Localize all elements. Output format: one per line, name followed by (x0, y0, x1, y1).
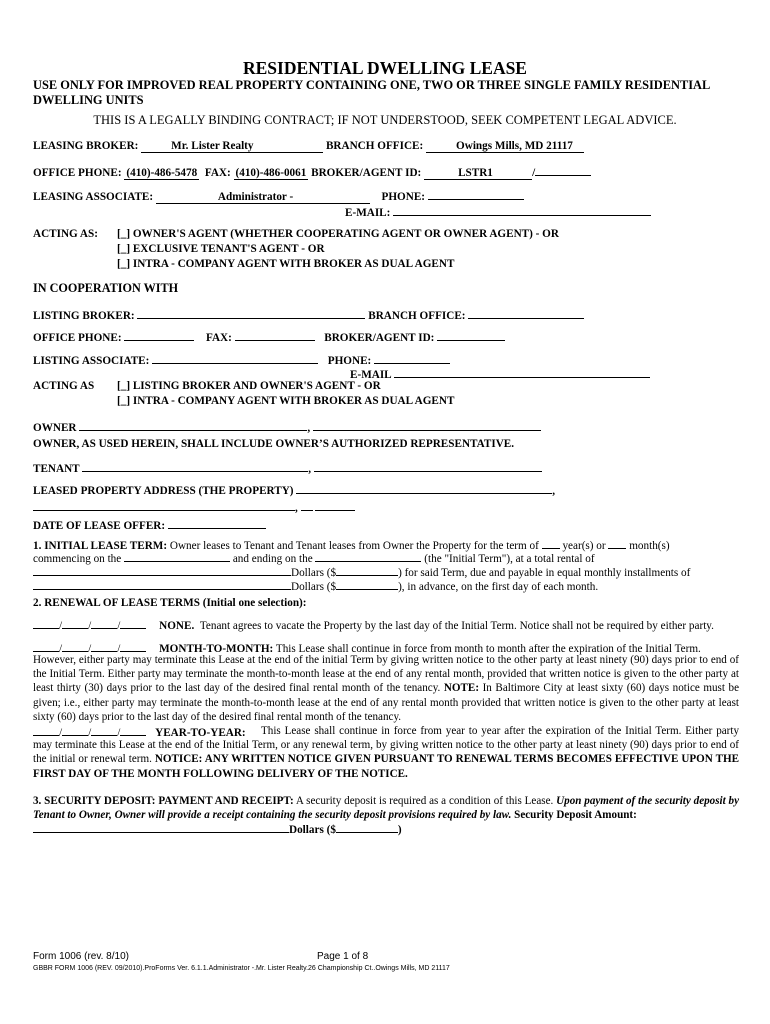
monthly-rental-amount-field[interactable] (336, 578, 398, 590)
listing-broker-row (33, 307, 584, 323)
lease-offer-date-row (33, 517, 266, 533)
listing-associate-field[interactable] (152, 352, 318, 364)
lease-offer-date-field[interactable] (168, 517, 266, 529)
fax-value: (410)-486-0061 (235, 167, 307, 179)
footer-form-number: Form 1006 (rev. 8/10) (33, 951, 129, 962)
monthly-rental-words-field[interactable] (33, 578, 291, 590)
listing-broker-id-field[interactable] (437, 329, 505, 341)
property-field-3[interactable] (301, 499, 313, 511)
leasing-associate-value: Administrator - (217, 191, 294, 203)
commencing-date-field[interactable] (124, 550, 230, 562)
subtitle-line-2: DWELLING UNITS (33, 93, 144, 107)
tenant-field-2[interactable] (314, 460, 542, 472)
fax-field[interactable] (234, 167, 309, 180)
broker-id-label: BROKER/AGENT ID: (311, 167, 422, 179)
subtitle-line-1: USE ONLY FOR IMPROVED REAL PROPERTY CONTAINING ONE, TWO OR THREE SINGLE FAMILY RESIDENTIAL (33, 78, 711, 92)
tenant-field-1[interactable] (82, 460, 308, 472)
m2m-initial-4[interactable] (120, 640, 146, 652)
slash: / (59, 643, 63, 655)
acting-option-tenants-agent[interactable]: [_] EXCLUSIVE TENANT'S AGENT - OR (117, 243, 325, 255)
leasing-email-field[interactable] (393, 204, 651, 216)
owner-label: OWNER (33, 422, 77, 434)
listing-email-row (350, 366, 650, 382)
m2m-initial-1[interactable] (33, 640, 59, 652)
listing-option-dual-agent[interactable]: [_] INTRA - COMPANY AGENT WITH BROKER AS DUAL AGENT (117, 395, 455, 407)
monthly-rental-dollars-label: Dollars ($ (291, 581, 337, 593)
total-rental-tail: ) for said Term, due and payable in equal monthly installments of (398, 567, 691, 579)
branch-office-field[interactable] (426, 140, 584, 153)
branch-office-value: Owings Mills, MD 21117 (456, 140, 573, 152)
property-label: LEASED PROPERTY ADDRESS (THE PROPERTY) (33, 485, 294, 497)
security-deposit-words-field[interactable] (33, 821, 289, 833)
renewal-none-text: Tenant agrees to vacate the Property by the last day of the Initial Term. Notice shall not be required by either party. (199, 620, 714, 632)
property-row (33, 482, 555, 498)
property-comma-2: , (295, 502, 298, 514)
renewal-notice-bold: NOTICE: ANY WRITTEN NOTICE GIVEN PURSUANT TO RENEWAL TERMS BECOMES EFFECTIVE UPON THE FIRST DAY OF THE MONTH FOLLOWING DELIVERY OF THE NOTICE. (33, 753, 739, 780)
security-deposit-row: Dollars ($ ) (33, 821, 402, 837)
ending-date-field[interactable] (315, 550, 421, 562)
term-years-field[interactable] (542, 537, 560, 549)
listing-branch-field[interactable] (468, 307, 584, 319)
listing-fax-field[interactable] (235, 329, 315, 341)
total-rental-words-field[interactable] (33, 564, 291, 576)
renewal-yty-label: YEAR-TO-YEAR: (155, 727, 246, 739)
ending-label: and ending on the (230, 553, 316, 565)
leasing-associate-phone-field[interactable] (428, 188, 524, 200)
commencing-label: commencing on the (33, 553, 125, 565)
leasing-email-label: E-MAIL: (345, 207, 391, 219)
renewal-m2m-text-3: In Baltimore City at least sixty (60) days notice must be given; i.e., either party may terminate the month-to-month lease at the end of any rental month provided that written notice is given to the other party at least sixty (60) days prior to the last day of the desired final rental month of the tenancy. (33, 682, 739, 723)
listing-phone-label: OFFICE PHONE: (33, 332, 122, 344)
leasing-broker-row (33, 140, 584, 153)
renewal-m2m-text-2: However, either party may terminate this Lease at the end of the initial Term by giving written notice to the other party at least ninety (90) days prior to end of the Initial Term. Either party may terminate the month-to-month lease at the end of any rental month, provided that written notice is given to the other party at least thirty (30) days prior to the last day of the desired final rental month of the tenancy. (33, 654, 739, 695)
listing-broker-id-label: BROKER/AGENT ID: (324, 332, 435, 344)
renewal-none-row (33, 617, 714, 633)
section-1-text-c: month(s) (626, 540, 670, 552)
agent-id-field[interactable] (535, 164, 591, 176)
section-1-line-4 (33, 578, 598, 594)
renewal-m2m-label: MONTH-TO-MONTH: (159, 643, 274, 655)
property-field-4[interactable] (315, 499, 355, 511)
listing-broker-field[interactable] (137, 307, 365, 319)
listing-email-label: E-MAIL (350, 369, 392, 381)
leasing-broker-field[interactable] (141, 140, 323, 153)
section-3-heading: 3. SECURITY DEPOSIT: PAYMENT AND RECEIPT: (33, 795, 294, 807)
security-deposit-amount-label: Security Deposit Amount: (511, 809, 637, 822)
leasing-broker-label: LEASING BROKER: (33, 140, 139, 152)
section-3-italic: Upon payment of the security deposit by Tenant to Owner, Owner will provide a receipt containing the security deposit provisions required by law. (33, 795, 740, 822)
page-title: RESIDENTIAL DWELLING LEASE (243, 58, 527, 78)
listing-associate-phone-label: PHONE: (327, 355, 372, 367)
slash: / (117, 727, 121, 739)
leasing-email-row (345, 204, 651, 220)
footer-page-number: Page 1 of 8 (317, 951, 369, 962)
lease-offer-date-label: DATE OF LEASE OFFER: (33, 520, 166, 532)
property-field-2[interactable] (33, 499, 295, 511)
renewal-yty-paragraph (33, 724, 739, 781)
listing-associate-label: LISTING ASSOCIATE: (33, 355, 150, 367)
branch-office-label: BRANCH OFFICE: (325, 140, 424, 152)
broker-id-separator: / (532, 167, 536, 179)
acting-option-owners-agent[interactable]: [_] OWNER'S AGENT (WHETHER COOPERATING AGENT OR OWNER AGENT) - OR (117, 228, 559, 240)
section-1-heading: 1. INITIAL LEASE TERM: (33, 540, 168, 552)
renewal-m2m-text-1: This Lease shall continue in force from month to month after the expiration of the Initial Term. (273, 643, 701, 655)
initial-term-text: (the "Initial Term"), at a total rental of (421, 553, 595, 565)
broker-id-value: LSTR1 (458, 167, 493, 179)
leasing-associate-field[interactable] (156, 191, 370, 204)
monthly-rental-tail: ), in advance, on the first day of each month. (398, 581, 599, 593)
listing-email-field[interactable] (394, 366, 650, 378)
leasing-associate-phone-label: PHONE: (381, 191, 426, 203)
renewal-yty-text: This Lease shall continue in force from year to year after the expiration of the Initial Term. Either party may terminate this Lease at the end of the Initial Term, or any renewal term, by giving written notice to the other party at least ninety (90) days prior to end of the initial or renewal term. (33, 725, 739, 766)
owner-comma: , (307, 422, 311, 434)
tenant-comma: , (308, 463, 312, 475)
leasing-associate-label: LEASING ASSOCIATE: (33, 191, 154, 203)
cooperation-heading: IN COOPERATION WITH (33, 281, 179, 295)
none-initial-1[interactable] (33, 617, 59, 629)
fax-label: FAX: (204, 167, 231, 179)
listing-phone-row (33, 329, 505, 345)
legal-warning: THIS IS A LEGALLY BINDING CONTRACT; IF NOT UNDERSTOOD, SEEK COMPETENT LEGAL ADVICE. (93, 113, 677, 127)
none-initial-3[interactable] (91, 617, 117, 629)
term-months-field[interactable] (608, 537, 626, 549)
section-3-paragraph (33, 794, 739, 822)
listing-option-owners-agent[interactable]: [_] LISTING BROKER AND OWNER'S AGENT - OR (117, 380, 381, 392)
owner-row (33, 419, 541, 435)
tenant-label: TENANT (33, 463, 80, 475)
renewal-m2m-paragraph (33, 653, 739, 724)
footer-proforms-line: GBBR FORM 1006 (REV. 09/2010).ProForms Ver. 6.1.1.Administrator -.Mr. Lister Realty.26 Championship Ct..Owings Mills, MD 21117 (33, 965, 450, 972)
property-field-1[interactable] (296, 482, 552, 494)
leasing-broker-value: Mr. Lister Realty (171, 140, 254, 152)
slash: / (117, 643, 121, 655)
m2m-initial-2[interactable] (62, 640, 88, 652)
property-row-2 (33, 499, 355, 515)
listing-acting-as-label: ACTING AS (33, 380, 95, 392)
office-phone-row (33, 164, 591, 180)
slash: / (88, 643, 92, 655)
total-rental-dollars-label: Dollars ($ (291, 567, 337, 579)
section-2-heading: 2. RENEWAL OF LEASE TERMS (Initial one selection): (33, 597, 307, 609)
acting-as-label: ACTING AS: (33, 228, 98, 240)
listing-associate-phone-field[interactable] (374, 352, 450, 364)
owner-field-2[interactable] (313, 419, 541, 431)
slash: / (88, 727, 92, 739)
office-phone-field[interactable] (124, 167, 199, 180)
office-phone-label: OFFICE PHONE: (33, 167, 122, 179)
office-phone-value: (410)-486-5478 (126, 167, 198, 179)
owner-field-1[interactable] (79, 419, 307, 431)
m2m-initial-3[interactable] (91, 640, 117, 652)
acting-option-dual-agent[interactable]: [_] INTRA - COMPANY AGENT WITH BROKER AS DUAL AGENT (117, 258, 455, 270)
none-initial-4[interactable] (120, 617, 146, 629)
slash: / (59, 727, 63, 739)
property-comma: , (552, 485, 556, 497)
security-deposit-amount-field[interactable] (336, 821, 398, 833)
renewal-none-label: NONE. (159, 620, 195, 632)
slash: / (117, 620, 121, 632)
broker-id-field[interactable] (424, 167, 532, 180)
leasing-associate-row (33, 188, 524, 204)
total-rental-amount-field[interactable] (336, 564, 398, 576)
section-1-text-b: year(s) or (559, 540, 609, 552)
listing-fax-label: FAX: (205, 332, 232, 344)
listing-broker-label: LISTING BROKER: (33, 310, 135, 322)
note-label: NOTE: (443, 682, 480, 695)
slash: / (88, 620, 92, 632)
slash: / (59, 620, 63, 632)
listing-phone-field[interactable] (124, 329, 194, 341)
section-3-text: A security deposit is required as a condition of this Lease. (293, 795, 557, 807)
owner-definition: OWNER, AS USED HEREIN, SHALL INCLUDE OWNER’S AUTHORIZED REPRESENTATIVE. (33, 438, 515, 450)
security-deposit-dollars-label: Dollars ($ (289, 824, 336, 836)
listing-branch-label: BRANCH OFFICE: (368, 310, 466, 322)
none-initial-2[interactable] (62, 617, 88, 629)
section-1-text-a: Owner leases to Tenant and Tenant leases from Owner the Property for the term of (167, 540, 542, 552)
tenant-row (33, 460, 542, 476)
